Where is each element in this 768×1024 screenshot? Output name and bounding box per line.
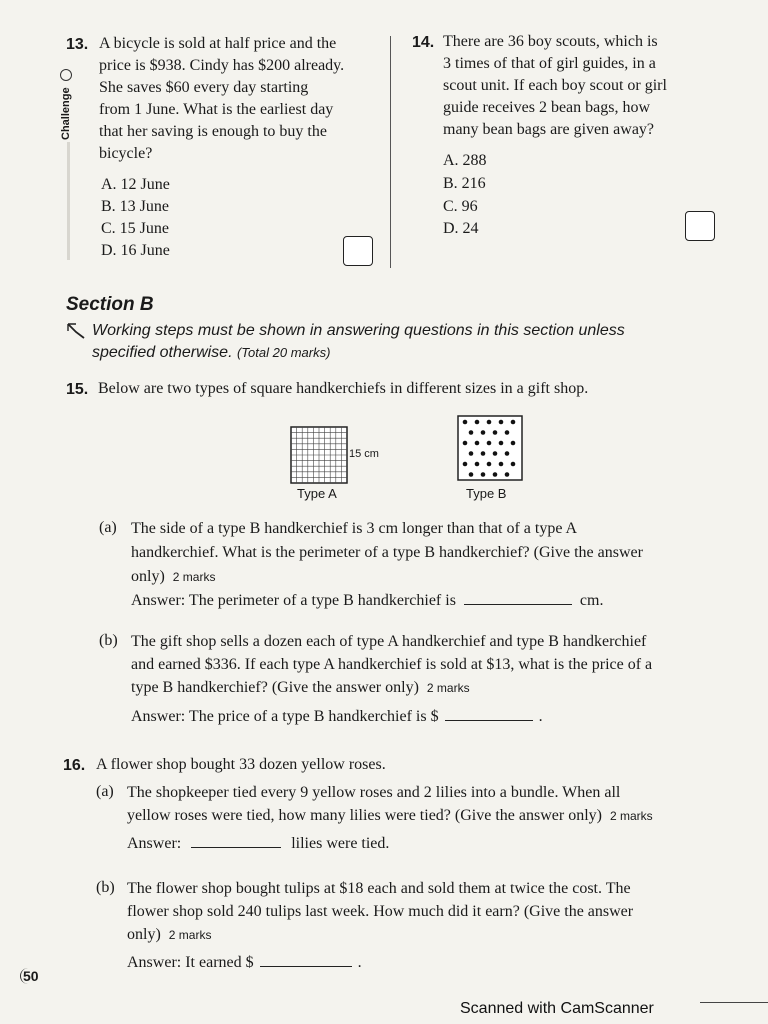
q15b-answer-prefix: Answer: The price of a type B handkerchief is $ — [131, 708, 439, 725]
q15-number: 15. — [66, 381, 89, 398]
q13-text — [99, 33, 344, 165]
q15b-marks: 2 marks — [426, 681, 470, 695]
q14-line: There are 36 boy scouts, which is — [443, 33, 658, 50]
challenge-bar — [67, 142, 70, 260]
q15a-answer-blank[interactable] — [464, 590, 572, 605]
q16a-text — [127, 781, 653, 828]
q15b-line: The gift shop sells a dozen each of type A handkerchief and type B handkerchief — [131, 633, 647, 650]
q14-answer-box[interactable] — [685, 211, 715, 241]
q16b-line — [127, 923, 633, 947]
q16b-answer — [127, 952, 362, 974]
q14-line: guide receives 2 bean bags, how — [443, 99, 651, 116]
page-number — [20, 968, 41, 984]
q15b-line: and earned $336. If each type A handkerchief is sold at $13, what is the price of a — [131, 656, 653, 673]
q14-text — [443, 31, 667, 141]
scan-edge-line — [700, 1002, 768, 1003]
q16a-line — [127, 804, 653, 828]
q16-number: 16. — [63, 757, 86, 774]
q13-option-c[interactable]: C. 15 June — [101, 220, 169, 237]
q13-option-d[interactable]: D. 16 June — [101, 242, 170, 259]
q15b-answer — [131, 706, 543, 728]
q13-number: 13. — [66, 36, 89, 53]
q16a-answer — [127, 833, 389, 855]
section-b-instruction — [92, 320, 625, 364]
q15b-text — [131, 630, 652, 700]
q15-text: Below are two types of square handkerchiefs in different sizes in a gift shop. — [98, 380, 589, 397]
q14-line: 3 times of that of girl guides, in a — [443, 55, 656, 72]
q13-option-a[interactable]: A. 12 June — [101, 176, 170, 193]
q14-number: 14. — [412, 34, 435, 51]
type-b-figure — [457, 415, 523, 486]
q15a-answer — [131, 590, 603, 612]
q16a-label: (a) — [96, 783, 114, 800]
q15b-answer-suffix: . — [538, 708, 543, 725]
q16a-answer-prefix: Answer: — [127, 835, 182, 852]
q15b-line3: type B handkerchief? (Give the answer only) — [131, 679, 419, 696]
dimension-label: 15 cm — [349, 448, 379, 460]
q14-option-a[interactable]: A. 288 — [443, 152, 487, 169]
instruction-line — [92, 342, 625, 364]
q15a-line: handkerchief. What is the perimeter of a type B handkerchief? (Give the answer — [131, 544, 643, 561]
q15a-line — [131, 565, 643, 589]
q15b-label: (b) — [99, 632, 118, 649]
q14-option-b[interactable]: B. 216 — [443, 175, 486, 192]
q13-line: price is $938. Cindy has $200 already. — [99, 57, 345, 74]
q13-answer-box[interactable] — [343, 236, 373, 266]
q15b-line — [131, 676, 652, 700]
q14-line: scout unit. If each boy scout or girl — [443, 77, 667, 94]
q15a-marks: 2 marks — [172, 570, 216, 584]
q16a-answer-blank[interactable] — [191, 833, 281, 848]
q14-option-d[interactable]: D. 24 — [443, 220, 479, 237]
q15a-line: The side of a type B handkerchief is 3 cm longer than that of a type A — [131, 520, 578, 537]
q16a-marks: 2 marks — [609, 809, 653, 823]
q15a-answer-prefix: Answer: The perimeter of a type B handkerchief is — [131, 592, 456, 609]
q15a-line3: only) — [131, 568, 165, 585]
q13-line: bicycle? — [99, 145, 153, 162]
q13-option-b[interactable]: B. 13 June — [101, 198, 169, 215]
q13-line: that her saving is enough to buy the — [99, 123, 327, 140]
section-b-title: Section B — [66, 294, 154, 315]
q14-line: many bean bags are given away? — [443, 121, 655, 138]
q15a-text — [131, 517, 643, 589]
challenge-icon — [60, 69, 72, 81]
instruction-line-2: specified otherwise. — [92, 344, 233, 361]
pencil-icon — [66, 322, 86, 345]
q15b-answer-blank[interactable] — [445, 706, 533, 721]
challenge-label — [60, 69, 72, 140]
q13-line: from 1 June. What is the earliest day — [99, 101, 334, 118]
q16b-line3: only) — [127, 926, 161, 943]
type-b-label: Type B — [466, 486, 507, 501]
q16a-answer-suffix: lilies were tied. — [291, 835, 390, 852]
challenge-label-text: Challenge — [60, 87, 72, 140]
q16b-marks: 2 marks — [168, 928, 212, 942]
page-number-text: 50 — [23, 968, 39, 984]
q15a-answer-suffix: cm. — [579, 592, 604, 609]
column-divider — [390, 36, 391, 268]
instruction-line: Working steps must be shown in answering questions in this section unless — [92, 322, 625, 339]
q16b-line: flower shop sold 240 tulips last week. How much did it earn? (Give the answer — [127, 903, 634, 920]
q16b-answer-prefix: Answer: It earned $ — [127, 954, 254, 971]
total-marks: (Total 20 marks) — [236, 345, 331, 360]
q14-option-c[interactable]: C. 96 — [443, 198, 478, 215]
q16-text: A flower shop bought 33 dozen yellow roses. — [96, 756, 386, 773]
q16b-answer-suffix: . — [357, 954, 362, 971]
q16b-text — [127, 877, 633, 947]
type-a-label: Type A — [297, 486, 337, 501]
scanner-watermark: Scanned with CamScanner — [460, 1000, 654, 1017]
q16b-label: (b) — [96, 879, 115, 896]
q16a-line2: yellow roses were tied, how many lilies were tied? (Give the answer only) — [127, 807, 602, 824]
q16b-answer-blank[interactable] — [260, 952, 352, 967]
type-a-figure — [290, 426, 348, 489]
q16b-line: The flower shop bought tulips at $18 each and sold them at twice the cost. The — [127, 880, 631, 897]
q13-line: A bicycle is sold at half price and the — [99, 35, 337, 52]
q15a-label: (a) — [99, 519, 117, 536]
q16a-line: The shopkeeper tied every 9 yellow roses and 2 lilies into a bundle. When all — [127, 784, 621, 801]
q13-line: She saves $60 every day starting — [99, 79, 309, 96]
